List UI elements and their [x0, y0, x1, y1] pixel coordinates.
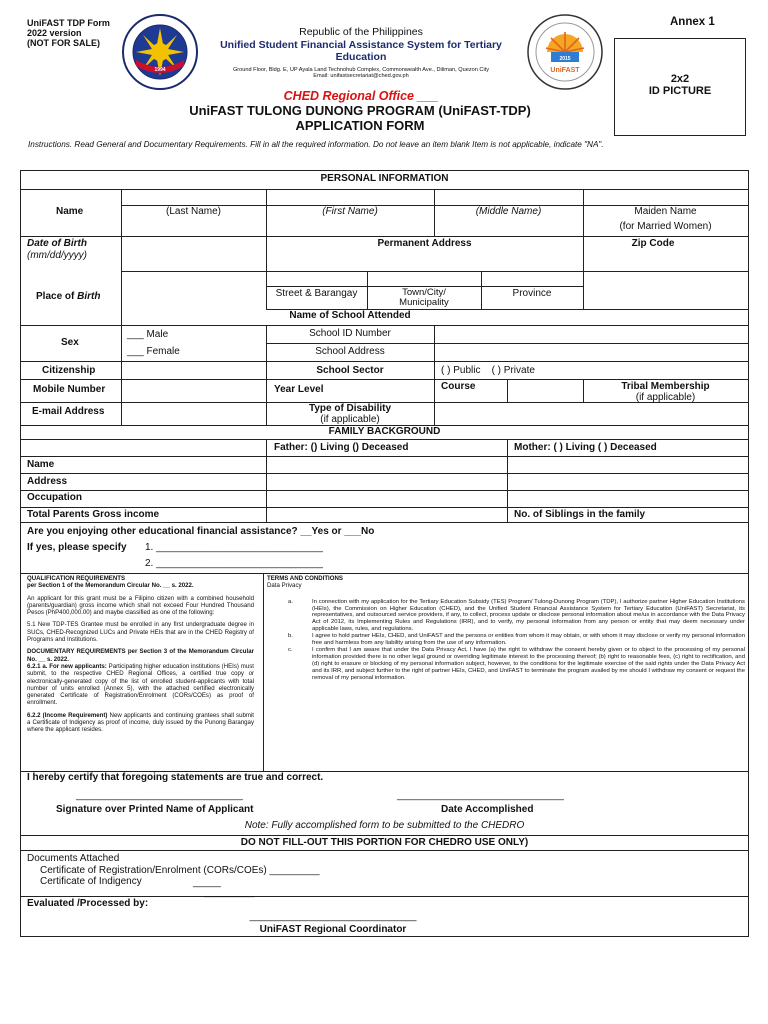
- form-id: UniFAST TDP Form: [27, 18, 110, 28]
- coordinator-label: UniFAST Regional Coordinator: [259, 924, 407, 935]
- zip-label: Zip Code: [631, 238, 675, 249]
- doc-indigency[interactable]: Certificate of Indigency: [40, 876, 142, 887]
- town-label: Town/City/ Municipality: [399, 287, 449, 308]
- disability-label: Type of Disability: [308, 403, 392, 414]
- maiden-note: (for Married Women): [619, 221, 712, 232]
- doc-cor[interactable]: Certificate of Registration/Enrolment (CORs/COEs) _________: [40, 865, 320, 876]
- tribal-label: Tribal Membership: [621, 381, 710, 392]
- pob-label: Place of Birth: [36, 291, 101, 302]
- school-id-label: School ID Number: [309, 328, 391, 339]
- agency-email: Email: unifastsecretariat@ched.gov.ph: [313, 73, 409, 79]
- middle-name-label: (Middle Name): [475, 206, 542, 217]
- instructions: Instructions. Read General and Documentary Requirements. Fill in all the required information. Do not leave an item blank Item is not applicable, indicate "NA".: [28, 140, 604, 149]
- agency-name: Unified Student Financial Assistance System for Tertiary Education: [220, 39, 502, 63]
- not-for-sale: (NOT FOR SALE): [27, 38, 100, 48]
- name-label: Name: [56, 206, 84, 217]
- signature-label: Signature over Printed Name of Applicant: [56, 804, 254, 815]
- id-picture-label: ID PICTURE: [648, 85, 712, 97]
- doc-indigency-line[interactable]: _____: [193, 877, 221, 888]
- program-title: UniFAST TULONG DUNONG PROGRAM (UniFAST-TDP): [189, 103, 531, 118]
- disability-note: (if applicable): [320, 414, 380, 425]
- family-income-label: Total Parents Gross income: [27, 509, 160, 520]
- siblings-label: No. of Siblings in the family: [514, 509, 646, 520]
- republic: Republic of the Philippines: [299, 26, 423, 38]
- citizenship-label: Citizenship: [42, 365, 96, 376]
- doc-extra-line[interactable]: _________: [204, 887, 255, 898]
- qualification-subtitle: per Section 1 of the Memorandum Circular No. __ s. 2022.: [27, 582, 194, 590]
- qualification-text: An applicant for this grant must be a Filipino citizen with a combined household (parents/guardian) gross income which shall not exceed Four Hundred Thousand Pesos (PhP400,000.00) and maybe classified as one of the following:: [27, 594, 254, 617]
- documents-attached: Documents Attached: [27, 853, 120, 864]
- agency-address: Ground Floor, Bldg. E, UP Ayala Land Technohub Complex, Commonwealth Ave., Diliman, Quezon City: [232, 67, 490, 73]
- assistance-specify: If yes, please specify: [27, 542, 127, 553]
- school-address-label: School Address: [315, 346, 385, 357]
- tribal-note: (if applicable): [635, 392, 696, 403]
- form-meta: [27, 18, 110, 48]
- agency-block: [200, 26, 522, 79]
- qualification-5-1: 5.1 New TDP-TES Grantee must be enrolled in any first undergraduate degree in SUCs, CHED-Recognized LUCs and Private HEIs that are in the CHED Registry of Programs and Institutions.: [27, 621, 254, 644]
- regional-office: CHED Regional Office ___: [283, 89, 439, 103]
- terms-subtitle: Data Privacy: [267, 582, 302, 590]
- svg-text:1994: 1994: [154, 67, 166, 73]
- qualification-title: QUALIFICATION REQUIREMENTS: [27, 575, 126, 582]
- doc-6-2-2: 6.2.2 (Income Requirement) New applicants and continuing grantees shall submit a Certificate of Indigency as proof of income, duly issued by the Punong Barangay where the applicant resides.: [27, 711, 254, 734]
- evaluated-label: Evaluated /Processed by:: [27, 898, 149, 909]
- family-address-label: Address: [27, 476, 68, 487]
- date-label: Date Accomplished: [441, 804, 534, 815]
- chedro-title: DO NOT FILL-OUT THIS PORTION FOR CHEDRO USE ONLY): [240, 837, 529, 848]
- terms-item-c: c. I confirm that I am aware that under the Data Privacy Act, I have (a) the right to withdraw the consent hereby given or to object to the processing of my personal information provided there is no other legal ground or overriding legitimate interest to the processing thereof; (b) right to reasonable fees, (c) right to rectification, and (d) right to erasure or blocking of my personal information subject, however, to the conditions for the legitimate exercise of the said rights under the Data Privacy Act and its IRR, and subject further to the right of partner HEIs, CHED, and UniFAST to terminate the program availed by me should I withdraw my consent or request the removal of my personal information.: [288, 646, 745, 681]
- school-attended-label: Name of School Attended: [289, 310, 411, 321]
- last-name-label: (Last Name): [165, 206, 221, 217]
- email-label: E-mail Address: [32, 406, 105, 417]
- terms-item-a: a. In connection with my application for the Tertiary Education Subsidy (TES) Program/ Tulong-Dunong Program (TDP), I authorize partner Higher Education Institutions (HEIs), the Commission on Higher Education (CHED), and the Unified Student Financial Assistance System for Tertiary Education (UniFAST) Secretariat, its representatives, and outsourced service providers, if any, to collect, process update or disclose personal information about me/us in accordance with the Data Privacy Act of 2012, its Implementing Rules and Regulations (IRR), and to verify, my personal information from any person or entity that may deem necessary under applicable laws, rules, and regulations.: [288, 598, 745, 633]
- dob-label: Date of Birth: [27, 238, 87, 249]
- family-name-label: Name: [27, 459, 55, 470]
- permanent-address-label: Permanent Address: [377, 238, 472, 249]
- coordinator-line[interactable]: ______________________________: [249, 911, 417, 922]
- female-option[interactable]: ___ Female: [127, 346, 180, 357]
- school-sector-label: School Sector: [316, 365, 384, 376]
- province-label: Province: [512, 288, 552, 299]
- year-level-label: Year Level: [274, 384, 324, 395]
- terms-block: [267, 575, 745, 681]
- date-line[interactable]: ______________________________: [397, 790, 564, 801]
- dob-format: (mm/dd/yyyy): [27, 250, 87, 261]
- mobile-label: Mobile Number: [33, 384, 106, 395]
- maiden-name-label: Maiden Name: [634, 206, 697, 217]
- form-version: 2022 version: [27, 28, 82, 38]
- annex-label: Annex 1: [670, 16, 715, 28]
- svg-text:2015: 2015: [559, 56, 571, 62]
- terms-title: TERMS AND CONDITIONS: [267, 575, 343, 582]
- public-private-option[interactable]: ( ) Public ( ) Private: [441, 365, 535, 376]
- street-label: Street & Barangay: [275, 288, 358, 299]
- documentary-title: DOCUMENTARY REQUIREMENTS per Section 3 of the Memorandum Circular No. __ s. 2022.: [27, 648, 254, 663]
- terms-item-b: b. I agree to hold partner HEIs, CHED, and UniFAST and the persons or entities from whom it may obtain, or with whom it may disclose or verify my personal information free and harmless from any liability arising from the use of any information.: [288, 633, 745, 647]
- family-occupation-label: Occupation: [27, 492, 83, 503]
- course-label: Course: [441, 381, 476, 392]
- ched-seal: [122, 14, 198, 90]
- assistance-line-2[interactable]: 2. ______________________________: [145, 558, 323, 569]
- assistance-question: Are you enjoying other educational financial assistance? __Yes or ___No: [27, 526, 375, 537]
- qualification-block: [27, 575, 254, 734]
- svg-text:UniFAST: UniFAST: [550, 67, 580, 74]
- doc-6-2-1: 6.2.1 a. For new applicants: Participating higher education institutions (HEIs) must submit, to the respective CHED Regional Offices, a certified true copy or electronically-generated copy of the list of enrolled student-applicants with total number of units enrolled (Annex 5), with the attached certified electronically generated Certificate of Registration/Enrolment (CORs/COEs) as proof of enrollment.: [27, 662, 254, 707]
- id-picture-box[interactable]: [614, 38, 746, 136]
- signature-line[interactable]: ______________________________: [76, 790, 243, 801]
- mother-status[interactable]: Mother: ( ) Living ( ) Deceased: [514, 442, 657, 453]
- unifast-seal: [527, 14, 603, 90]
- section-personal: PERSONAL INFORMATION: [320, 173, 449, 184]
- id-picture-size: 2x2: [670, 73, 690, 85]
- sex-label: Sex: [61, 337, 79, 348]
- male-option[interactable]: ___ Male: [127, 329, 169, 340]
- father-status[interactable]: Father: () Living () Deceased: [274, 442, 409, 453]
- submission-note: Note: Fully accomplished form to be submitted to the CHEDRO: [244, 820, 525, 831]
- section-family: FAMILY BACKGROUND: [328, 426, 441, 437]
- certify-statement: I hereby certify that foregoing statements are true and correct.: [27, 772, 324, 783]
- first-name-label: (First Name): [322, 206, 378, 217]
- form-title: APPLICATION FORM: [295, 118, 425, 133]
- assistance-line-1[interactable]: 1. ______________________________: [145, 542, 323, 553]
